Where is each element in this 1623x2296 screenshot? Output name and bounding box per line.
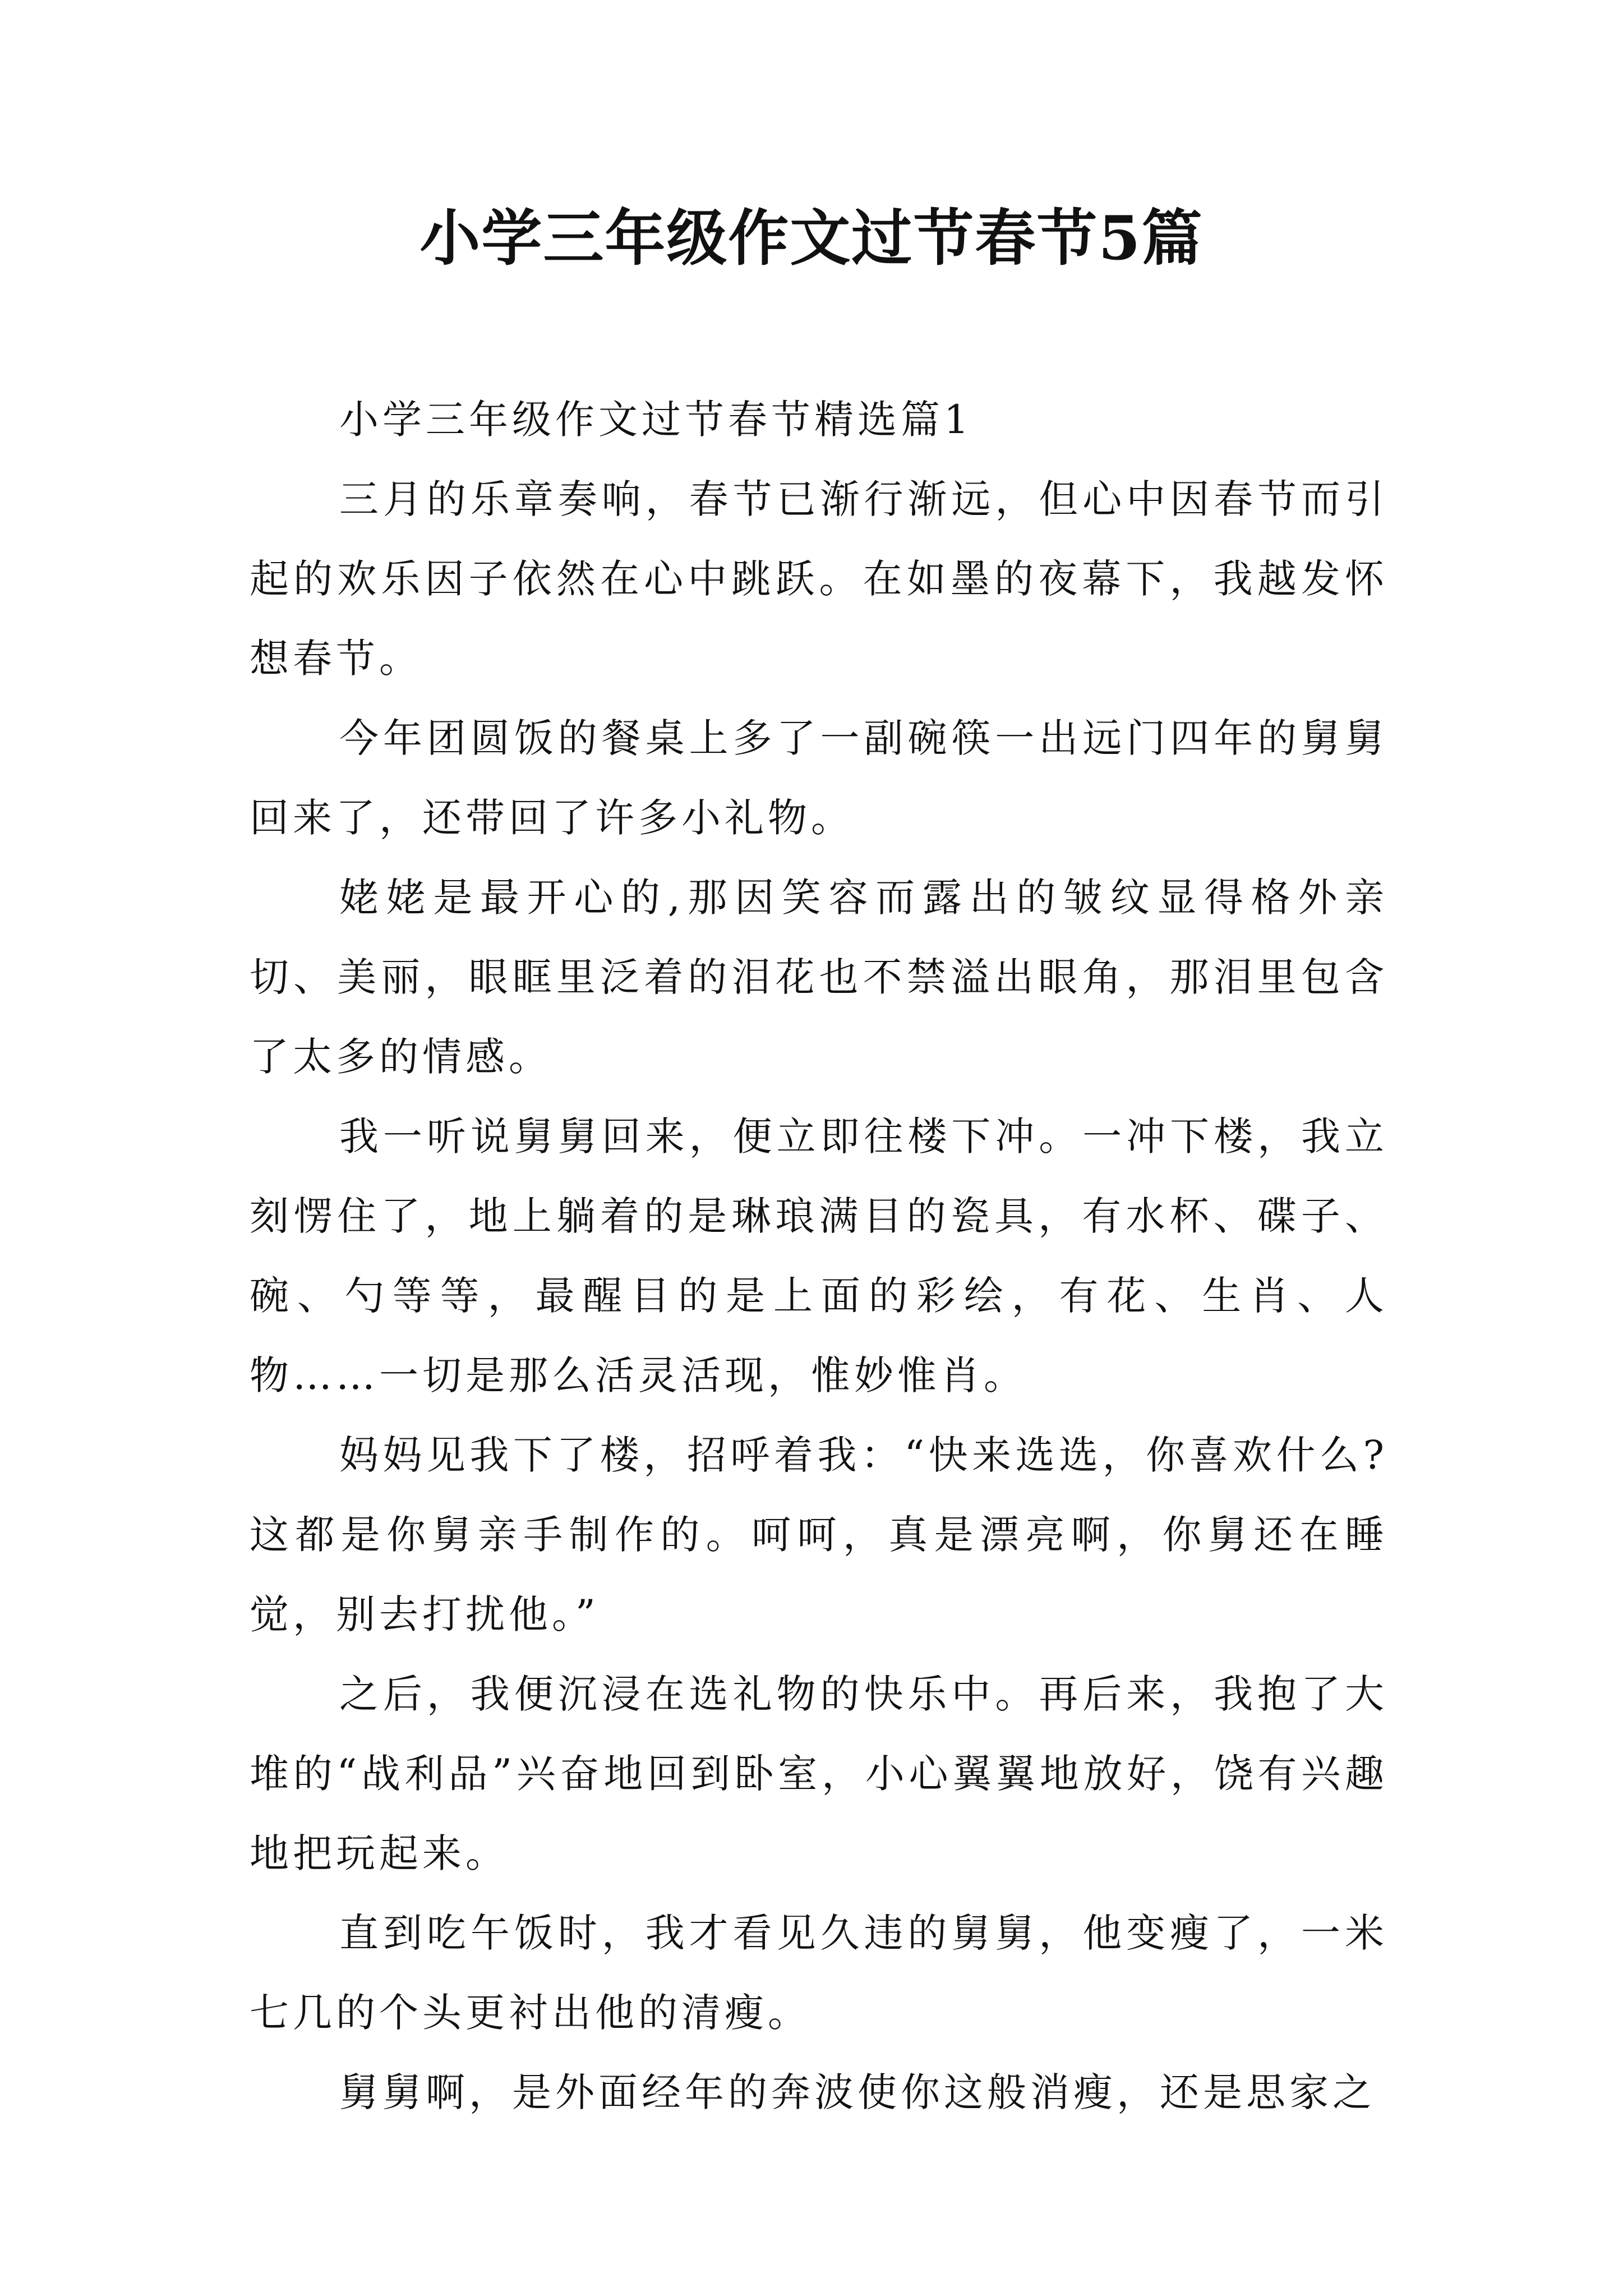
paragraph: 我一听说舅舅回来，便立即往楼下冲。一冲下楼，我立刻愣住了，地上躺着的是琳琅满目的瓷具，有水杯、碟子、碗、勺等等，最醒目的是上面的彩绘，有花、生肖、人物……一切是那么活灵活现，惟妙惟肖。 — [250, 1114, 1388, 1398]
paragraph: 三月的乐章奏响，春节已渐行渐远，但心中因春节而引起的欢乐因子依然在心中跳跃。在如墨的夜幕下，我越发怀想春节。 — [250, 476, 1388, 682]
paragraph: 今年团圆饭的餐桌上多了一副碗筷一出远门四年的舅舅回来了，还带回了许多小礼物。 — [250, 715, 1388, 841]
paragraph: 妈妈见我下了楼，招呼着我：“快来选选，你喜欢什么?这都是你舅亲手制作的。呵呵，真是漂亮啊，你舅还在睡觉，别去打扰他。” — [250, 1432, 1388, 1637]
document-body — [250, 380, 1388, 2132]
paragraph: 直到吃午饭时，我才看见久违的舅舅，他变瘦了，一米七几的个头更衬出他的清瘦。 — [250, 1910, 1388, 2036]
section-heading: 小学三年级作文过节春节精选篇1 — [339, 397, 973, 443]
paragraph: 舅舅啊，是外面经年的奔波使你这般消瘦，还是思家之 — [339, 2069, 1376, 2115]
paragraph: 之后，我便沉浸在选礼物的快乐中。再后来，我抱了大堆的“战利品”兴奋地回到卧室，小心翼翼地放好，饶有兴趣地把玩起来。 — [250, 1671, 1388, 1876]
document-title: 小学三年级作文过节春节5篇 — [419, 203, 1204, 274]
paragraph: 姥姥是最开心的,那因笑容而露出的皱纹显得格外亲切、美丽，眼眶里泛着的泪花也不禁溢出眼角，那泪里包含了太多的情感。 — [250, 875, 1388, 1080]
